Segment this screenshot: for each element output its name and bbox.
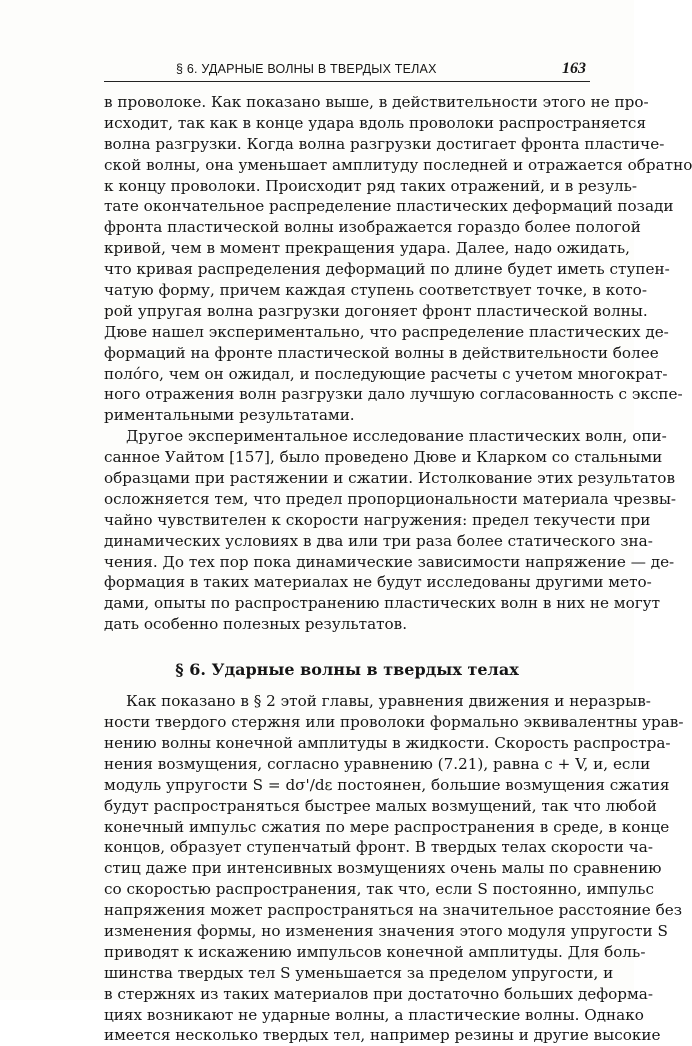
text-line: что кривая распределения деформаций по длине будет иметь ступен- bbox=[104, 260, 670, 279]
text-line: чения. До тех пор пока динамические зависимости напряжение — де- bbox=[104, 552, 675, 571]
text-line: Другое экспериментальное исследование пластических волн, опи- bbox=[126, 427, 667, 446]
text-line: ного отражения волн разгрузки дало лучшую согласованность с экспе- bbox=[104, 385, 683, 404]
text-line: чайно чувствителен к скорости нагружения: предел текучести при bbox=[104, 510, 651, 529]
text-line: циях возникают не ударные волны, а пластические волны. Однако bbox=[104, 1005, 644, 1024]
text-line: будут распространяться быстрее малых возмущений, так что любой bbox=[104, 796, 657, 815]
running-head bbox=[104, 60, 590, 82]
running-head-title: § 6. УДАРНЫЕ ВОЛНЫ В ТВЕРДЫХ ТЕЛАХ bbox=[176, 62, 437, 76]
body-text bbox=[104, 92, 692, 1046]
text-line: шинства твердых тел S уменьшается за пределом упругости, и bbox=[104, 963, 614, 982]
section-heading: § 6. Ударные волны в твердых телах bbox=[175, 660, 519, 680]
text-line: имеется несколько твердых тел, например резины и другие высокие bbox=[104, 1026, 661, 1045]
text-line: формаций на фронте пластической волны в действительности более bbox=[104, 343, 659, 362]
text-line: напряжения может распространяться на значительное расстояние без bbox=[104, 901, 683, 920]
paragraph bbox=[104, 691, 684, 1046]
text-line: исходит, так как в конце удара вдоль проволоки распространяется bbox=[104, 113, 647, 132]
text-line: формация в таких материалах не будут исследованы другими мето- bbox=[104, 573, 652, 592]
paragraph bbox=[104, 92, 692, 426]
text-line: чатую форму, причем каждая ступень соответствует точке, в кото- bbox=[104, 281, 647, 300]
text-line: ности твердого стержня или проволоки формально эквивалентны урав- bbox=[104, 713, 684, 732]
text-line: волна разгрузки. Когда волна разгрузки достигает фронта пластиче- bbox=[104, 134, 665, 153]
text-line: фронта пластической волны изображается гораздо более пологой bbox=[104, 218, 641, 237]
text-line: в стержнях из таких материалов при достаточно больших деформа- bbox=[104, 984, 653, 1003]
text-line: тате окончательное распределение пластических деформаций позади bbox=[104, 197, 674, 216]
text-line: риментальными результатами. bbox=[104, 406, 355, 425]
text-line: дать особенно полезных результатов. bbox=[104, 615, 408, 634]
text-line: концов, образует ступенчатый фронт. В твердых телах скорости ча- bbox=[104, 838, 653, 857]
text-line: осложняется тем, что предел пропорциональности материала чрезвы- bbox=[104, 489, 677, 508]
text-line: к концу проволоки. Происходит ряд таких отражений, и в резуль- bbox=[104, 176, 638, 195]
text-line: приводят к искажению импульсов конечной амплитуды. Для боль- bbox=[104, 942, 646, 961]
text-line: Дюве нашел экспериментально, что распределение пластических де- bbox=[104, 322, 669, 341]
text-line: конечный импульс сжатия по мере распространения в среде, в конце bbox=[104, 817, 670, 836]
text-line: кривой, чем в момент прекращения удара. Далее, надо ожидать, bbox=[104, 239, 630, 258]
text-line: нению волны конечной амплитуды в жидкости. Скорость распростра- bbox=[104, 733, 671, 752]
text-line: рой упругая волна разгрузки догоняет фронт пластической волны. bbox=[104, 301, 648, 320]
text-line: модуль упругости S = dσ'/dε постоянен, большие возмущения сжатия bbox=[104, 775, 670, 794]
text-line: образцами при растяжении и сжатии. Истолкование этих результатов bbox=[104, 469, 675, 488]
text-line: изменения формы, но изменения значения этого модуля упругости S bbox=[104, 921, 668, 940]
section-paragraph bbox=[104, 691, 684, 1046]
header-rule bbox=[104, 81, 590, 82]
text-line: поло́го, чем он ожидал, и последующие расчеты с учетом многократ- bbox=[104, 364, 668, 383]
text-line: ской волны, она уменьшает амплитуду последней и отражается обратно bbox=[104, 155, 692, 174]
text-line: нения возмущения, согласно уравнению (7.21), равна c + V, и, если bbox=[104, 754, 651, 773]
page-number: 163 bbox=[562, 60, 586, 77]
section-gap bbox=[104, 635, 590, 658]
section-gap-after bbox=[104, 682, 590, 691]
text-line: дами, опыты по распространению пластических волн в них не могут bbox=[104, 594, 661, 613]
text-line: в проволоке. Как показано выше, в действительности этого не про- bbox=[104, 93, 649, 111]
paragraphs bbox=[104, 92, 692, 635]
text-line: стиц даже при интенсивных возмущениях очень малы по сравнению bbox=[104, 859, 662, 878]
text-line: динамических условиях в два или три раза более статического зна- bbox=[104, 531, 653, 550]
text-line: со скоростью распространения, так что, если S постоянно, импульс bbox=[104, 880, 654, 899]
text-line: санное Уайтом [157], было проведено Дюве и Кларком со стальными bbox=[104, 448, 663, 467]
text-line: Как показано в § 2 этой главы, уравнения движения и неразрыв- bbox=[126, 692, 651, 711]
paragraph bbox=[104, 426, 677, 635]
